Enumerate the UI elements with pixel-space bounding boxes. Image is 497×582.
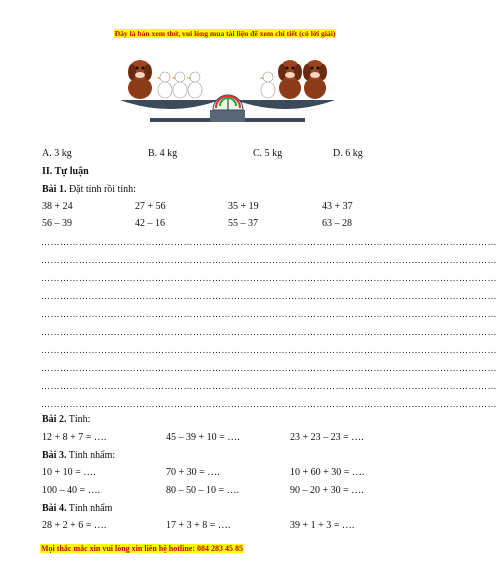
- bai4-heading: [42, 503, 112, 514]
- balance-scale-illustration: [110, 50, 345, 140]
- bai3-expr: 10 + 60 + 30 = ….: [290, 467, 365, 478]
- bai3-expr: 10 + 10 = ….: [42, 467, 96, 478]
- bai2-expr: 12 + 8 + 7 = ….: [42, 432, 107, 443]
- bai2-heading: [42, 414, 90, 425]
- dotted-line: ………………………………………………………………………………………………………………………………: [41, 255, 497, 265]
- option-c: C. 5 kg: [253, 148, 283, 159]
- bai1-heading: [42, 184, 136, 195]
- bai3-expr: 80 – 50 – 10 = ….: [166, 485, 240, 496]
- bai2-expr: 45 – 39 + 10 = ….: [166, 432, 240, 443]
- bai4-expr: 39 + 1 + 3 = ….: [290, 520, 355, 531]
- section-title: II. Tự luận: [42, 166, 89, 177]
- bai2-label: Bài 2.: [42, 414, 67, 425]
- bai3-expr: 70 + 30 = ….: [166, 467, 220, 478]
- dotted-line: ………………………………………………………………………………………………………………………………: [41, 291, 497, 301]
- duck-right: [261, 72, 275, 98]
- dotted-line: ………………………………………………………………………………………………………………………………: [41, 237, 497, 247]
- scale-center: [210, 110, 245, 122]
- bai2-expr: 23 + 23 – 23 = ….: [290, 432, 364, 443]
- option-a: A. 3 kg: [42, 148, 72, 159]
- dog-left: [128, 60, 152, 99]
- dotted-line: ………………………………………………………………………………………………………………………………: [41, 399, 497, 409]
- header-notice: Đây là bản xem thử, vui lòng mua tài liệu để xem chi tiết (có lời giải): [114, 29, 336, 38]
- dotted-line: ………………………………………………………………………………………………………………………………: [41, 273, 497, 283]
- bai1-instruction: Đặt tính rồi tính:: [66, 184, 136, 195]
- right-pan: [235, 100, 335, 109]
- dotted-line: ………………………………………………………………………………………………………………………………: [41, 363, 497, 373]
- dotted-line: ………………………………………………………………………………………………………………………………: [41, 381, 497, 391]
- bai4-instruction: Tính nhẩm: [66, 503, 113, 514]
- bai3-label: Bài 3.: [42, 450, 67, 461]
- bai1-expr: 56 – 39: [42, 218, 72, 229]
- bai4-expr: 17 + 3 + 8 = ….: [166, 520, 231, 531]
- bai1-expr: 63 – 28: [322, 218, 352, 229]
- bai1-expr: 42 – 16: [135, 218, 165, 229]
- dotted-line: ………………………………………………………………………………………………………………………………: [41, 345, 497, 355]
- dogs-right: [278, 60, 327, 99]
- bai1-expr: 35 + 19: [228, 201, 259, 212]
- bai1-label: Bài 1.: [42, 184, 67, 195]
- bai3-heading: [42, 450, 115, 461]
- bai4-label: Bài 4.: [42, 503, 67, 514]
- bai3-expr: 90 – 20 + 30 = ….: [290, 485, 364, 496]
- bai2-instruction: Tính:: [66, 414, 91, 425]
- dotted-line: ………………………………………………………………………………………………………………………………: [41, 309, 497, 319]
- bai1-expr: 38 + 24: [42, 201, 73, 212]
- bai1-expr: 55 – 37: [228, 218, 258, 229]
- dotted-line: ………………………………………………………………………………………………………………………………: [41, 327, 497, 337]
- bai1-expr: 43 + 37: [322, 201, 353, 212]
- left-pan: [120, 100, 220, 109]
- ducks-left: [158, 72, 202, 98]
- bai3-expr: 100 – 40 = ….: [42, 485, 101, 496]
- footer-notice: Mọi thắc mắc xin vui lòng xin liên hệ hotline: 084 283 45 85: [41, 544, 244, 553]
- bai3-instruction: Tính nhẩm:: [66, 450, 116, 461]
- option-d: D. 6 kg: [333, 148, 363, 159]
- bai4-expr: 28 + 2 + 6 = ….: [42, 520, 107, 531]
- bai1-expr: 27 + 56: [135, 201, 166, 212]
- option-b: B. 4 kg: [148, 148, 178, 159]
